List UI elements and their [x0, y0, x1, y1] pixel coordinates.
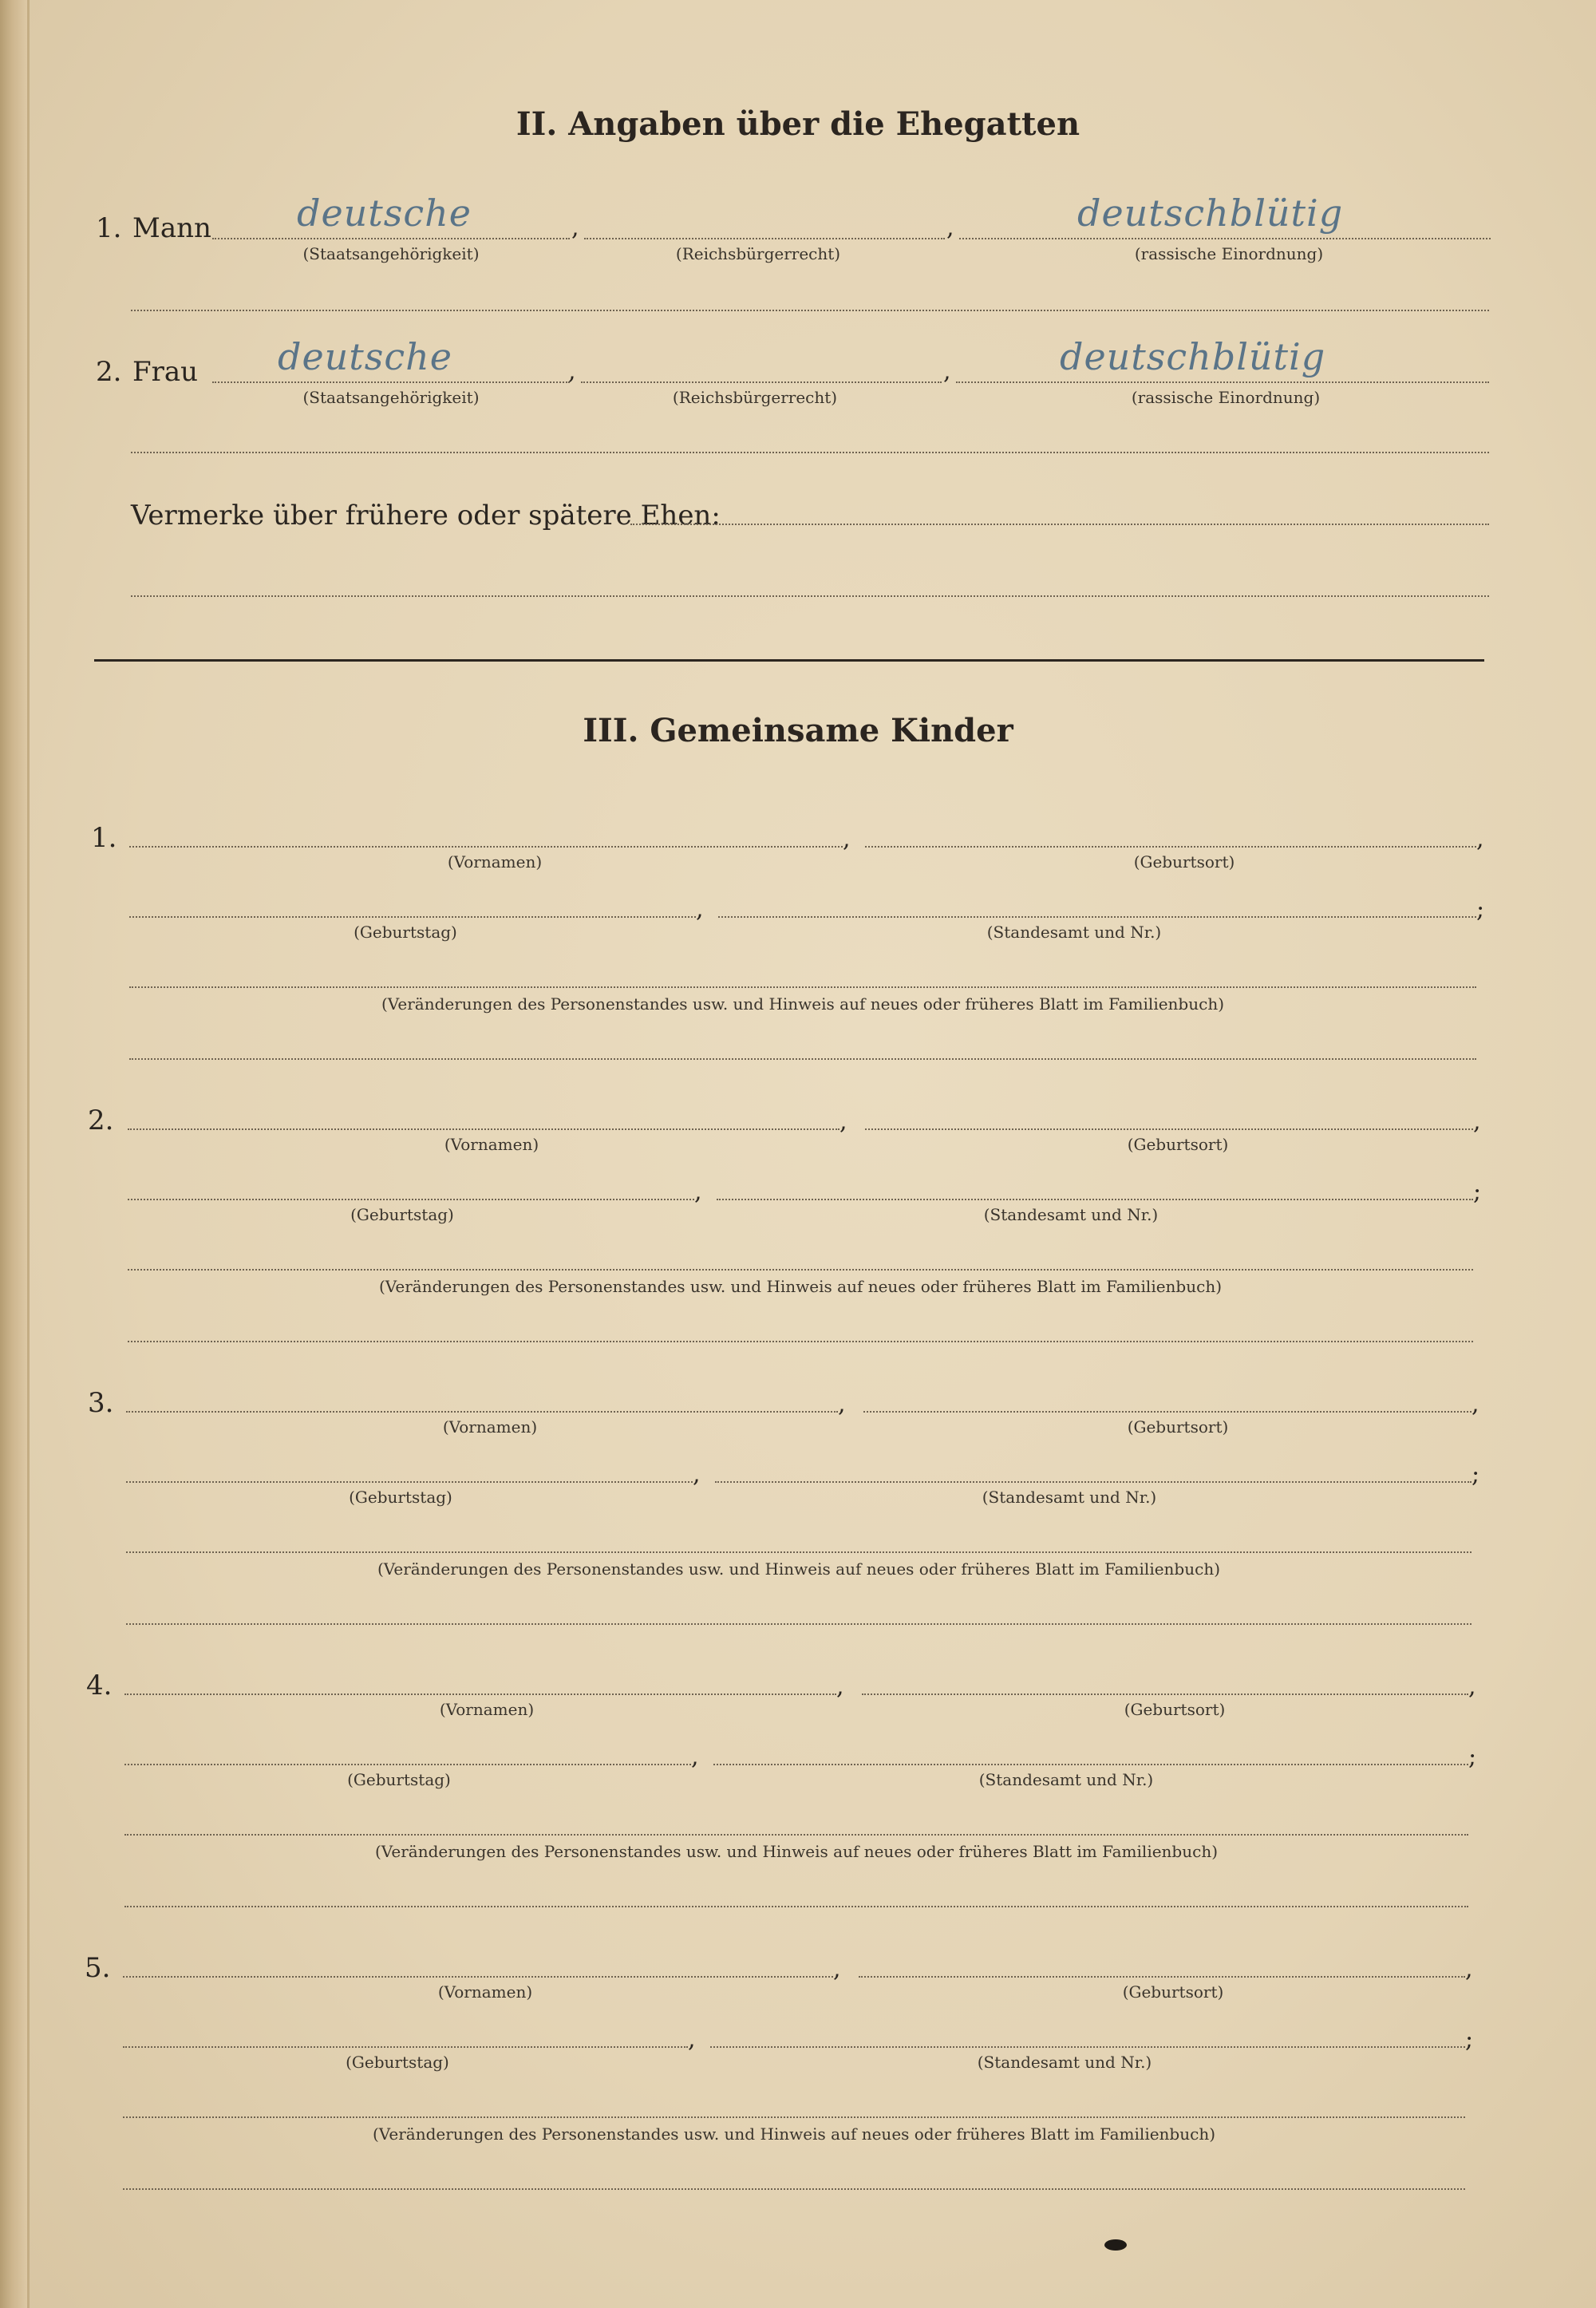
caption-geburtstag: (Geburtstag): [350, 1205, 454, 1224]
section-divider: [94, 659, 1484, 662]
frau-number: 2.: [96, 356, 122, 388]
caption-geburtsort: (Geburtsort): [1122, 1982, 1224, 2002]
comma: ,: [568, 358, 576, 385]
comma: ,: [688, 2025, 696, 2053]
comma: ,: [843, 825, 851, 853]
comma: ,: [694, 1178, 702, 1206]
child-geburtsort-field[interactable]: [859, 1976, 1465, 1978]
caption-reichsbuergerrecht: (Reichsbürgerrecht): [675, 244, 841, 263]
vermerke-extra-line[interactable]: [131, 595, 1489, 597]
caption-vornamen: (Vornamen): [439, 1700, 535, 1719]
mann-staatsangehoerigkeit-handwriting: deutsche: [297, 192, 472, 235]
child-number: 2.: [88, 1105, 114, 1136]
caption-vornamen: (Vornamen): [444, 1135, 539, 1154]
child-veraenderungen-field[interactable]: [128, 1269, 1473, 1271]
binding-edge: [27, 0, 30, 2308]
caption-vornamen: (Vornamen): [447, 852, 543, 871]
semicolon: ;: [1465, 2025, 1474, 2053]
comma: ,: [839, 1108, 847, 1136]
caption-veraenderungen: (Veränderungen des Personenstandes usw. und Hinweis auf neues oder früheres Blatt im Familienbuch): [373, 2124, 1215, 2144]
vermerke-label: Vermerke über frühere oder spätere Ehen:: [131, 500, 721, 532]
mann-rassische-einordnung-field[interactable]: [959, 238, 1491, 239]
frau-rassische-einordnung-field[interactable]: [956, 381, 1489, 383]
child-standesamt-field[interactable]: [713, 1764, 1468, 1765]
frau-rassische-handwriting: deutschblütig: [1060, 335, 1326, 378]
frau-extra-line[interactable]: [131, 452, 1489, 453]
comma: ,: [943, 358, 951, 385]
child-number: 5.: [85, 1952, 111, 1984]
child-veraenderungen-field[interactable]: [124, 1834, 1468, 1836]
child-standesamt-field[interactable]: [718, 916, 1476, 918]
caption-vornamen: (Vornamen): [442, 1417, 538, 1437]
caption-geburtstag: (Geburtstag): [354, 923, 457, 942]
child-number: 1.: [91, 822, 117, 854]
section-3-title: III. Gemeinsame Kinder: [583, 712, 1013, 749]
vermerke-field[interactable]: [630, 524, 1489, 525]
caption-staatsangehoerigkeit: (Staatsangehörigkeit): [302, 388, 480, 407]
comma: ,: [1473, 1108, 1481, 1136]
child-geburtsort-field[interactable]: [865, 846, 1476, 848]
mann-staatsangehoerigkeit-field[interactable]: [212, 238, 570, 239]
caption-veraenderungen: (Veränderungen des Personenstandes usw. und Hinweis auf neues oder früheres Blatt im Familienbuch): [379, 1277, 1222, 1296]
caption-staatsangehoerigkeit: (Staatsangehörigkeit): [302, 244, 480, 263]
caption-veraenderungen: (Veränderungen des Personenstandes usw. und Hinweis auf neues oder früheres Blatt im Familienbuch): [375, 1842, 1218, 1861]
semicolon: ;: [1468, 1743, 1477, 1771]
caption-veraenderungen: (Veränderungen des Personenstandes usw. und Hinweis auf neues oder früheres Blatt im Familienbuch): [381, 994, 1224, 1014]
child-vornamen-field[interactable]: [124, 1693, 836, 1695]
comma: ,: [696, 895, 704, 923]
caption-geburtstag: (Geburtstag): [347, 1770, 451, 1789]
child-extra-line[interactable]: [128, 1341, 1473, 1342]
caption-standesamt: (Standesamt und Nr.): [978, 1770, 1154, 1789]
child-standesamt-field[interactable]: [717, 1199, 1473, 1200]
child-geburtstag-field[interactable]: [123, 2046, 688, 2048]
caption-geburtsort: (Geburtsort): [1127, 1417, 1229, 1437]
child-vornamen-field[interactable]: [129, 846, 843, 848]
frau-reichsbuergerrecht-field[interactable]: [581, 381, 942, 383]
caption-reichsbuergerrecht: (Reichsbürgerrecht): [672, 388, 838, 407]
mann-label: Mann: [132, 212, 211, 244]
child-geburtsort-field[interactable]: [863, 1411, 1472, 1413]
child-number: 3.: [88, 1387, 114, 1419]
child-vornamen-field[interactable]: [128, 1128, 839, 1130]
comma: ,: [838, 1390, 846, 1418]
caption-veraenderungen: (Veränderungen des Personenstandes usw. und Hinweis auf neues oder früheres Blatt im Familienbuch): [377, 1559, 1220, 1579]
child-geburtsort-field[interactable]: [862, 1693, 1468, 1695]
mann-reichsbuergerrecht-field[interactable]: [584, 238, 945, 239]
mann-extra-line[interactable]: [131, 310, 1489, 311]
child-number: 4.: [86, 1670, 113, 1701]
child-veraenderungen-field[interactable]: [129, 986, 1476, 988]
section-2-title: II. Angaben über die Ehegatten: [516, 105, 1080, 143]
caption-geburtstag: (Geburtstag): [346, 2053, 449, 2072]
comma: ,: [1476, 825, 1484, 853]
child-geburtstag-field[interactable]: [126, 1481, 693, 1483]
child-extra-line[interactable]: [123, 2188, 1465, 2190]
frau-label: Frau: [132, 356, 199, 388]
comma: ,: [836, 1673, 844, 1701]
child-geburtstag-field[interactable]: [129, 916, 696, 918]
caption-geburtsort: (Geburtsort): [1127, 1135, 1229, 1154]
semicolon: ;: [1476, 895, 1485, 923]
comma: ,: [1465, 1955, 1473, 1983]
frau-staatsangehoerigkeit-handwriting: deutsche: [278, 335, 452, 378]
semicolon: ;: [1473, 1178, 1482, 1206]
caption-geburtstag: (Geburtstag): [349, 1488, 452, 1507]
caption-standesamt: (Standesamt und Nr.): [982, 1488, 1157, 1507]
caption-standesamt: (Standesamt und Nr.): [986, 923, 1162, 942]
comma: ,: [1468, 1673, 1476, 1701]
child-veraenderungen-field[interactable]: [123, 2116, 1465, 2118]
book-binding: [0, 0, 27, 2308]
child-geburtstag-field[interactable]: [128, 1199, 694, 1200]
caption-vornamen: (Vornamen): [437, 1982, 533, 2002]
caption-rassische-einordnung: (rassische Einordnung): [1131, 388, 1321, 407]
comma: ,: [946, 214, 954, 242]
comma: ,: [1472, 1390, 1479, 1418]
comma: ,: [691, 1743, 699, 1771]
comma: ,: [571, 214, 579, 242]
child-vornamen-field[interactable]: [126, 1411, 838, 1413]
child-vornamen-field[interactable]: [123, 1976, 833, 1978]
child-veraenderungen-field[interactable]: [126, 1551, 1472, 1553]
caption-standesamt: (Standesamt und Nr.): [977, 2053, 1152, 2072]
child-geburtsort-field[interactable]: [865, 1128, 1473, 1130]
caption-rassische-einordnung: (rassische Einordnung): [1134, 244, 1324, 263]
comma: ,: [833, 1955, 841, 1983]
mann-number: 1.: [96, 212, 122, 244]
child-standesamt-field[interactable]: [710, 2046, 1465, 2048]
ink-blot: [1104, 2239, 1127, 2251]
child-extra-line[interactable]: [129, 1058, 1476, 1060]
caption-geburtsort: (Geburtsort): [1133, 852, 1235, 871]
frau-staatsangehoerigkeit-field[interactable]: [212, 381, 570, 383]
child-extra-line[interactable]: [124, 1906, 1468, 1907]
child-geburtstag-field[interactable]: [124, 1764, 691, 1765]
semicolon: ;: [1472, 1460, 1480, 1488]
child-extra-line[interactable]: [126, 1623, 1472, 1625]
comma: ,: [693, 1460, 701, 1488]
mann-rassische-handwriting: deutschblütig: [1077, 192, 1344, 235]
child-standesamt-field[interactable]: [715, 1481, 1472, 1483]
caption-standesamt: (Standesamt und Nr.): [983, 1205, 1159, 1224]
caption-geburtsort: (Geburtsort): [1124, 1700, 1226, 1719]
